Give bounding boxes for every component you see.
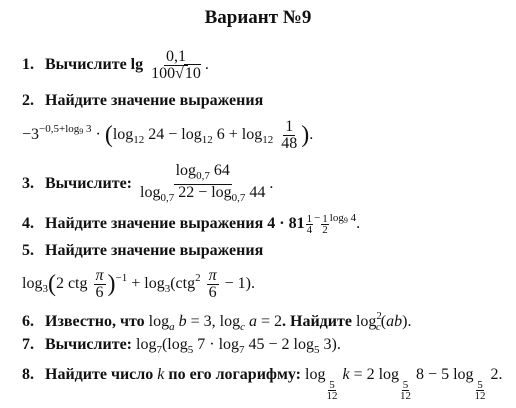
problem-2-expression: $-3^{-0,5+log_9 3} \cdot (\log_{12}$ $24 - \log_{12} 6 + \log_{12}$ $\frac{1}{48}$ ). (22, 118, 314, 152)
fraction: $\frac{\pi}{6}$ (95, 267, 104, 301)
fraction: $\frac{1}{48}$ (281, 118, 298, 152)
fraction: $\frac{\log_{0,7} 64}{\log_{0,7} 22 - \log_{0,7} 44}$ (140, 162, 266, 204)
problem-number: 4. (22, 215, 34, 232)
fraction: $\frac{\pi}{6}$ (208, 267, 217, 301)
problem-2 (22, 92, 263, 110)
problem-number: 2. (22, 92, 34, 109)
problem-text: Вычислите lg (45, 56, 144, 74)
problem-number: 7. (22, 336, 34, 353)
problem-text: Найдите значение выражения (45, 92, 264, 109)
problem-4: 4. Найдите значение выражения 4 · 81 $\frac{1}{4}$ − $\frac{1}{2}$ $^{log_9 4}$. (22, 212, 361, 236)
problem-7: 7. Вычислите: $\log_7(\log_5$ $7 \cdot \log_7 45 - 2$ $\log_5 3$). (22, 336, 341, 356)
problem-6: 6. Известно, что $\log_a b = 3$, $\log_c a = 2$. Найдите $\log^2_c(ab)$. (22, 310, 412, 333)
problem-1: 1. Вычислите lg $\frac{0,1}{100√10}$ . (22, 48, 209, 82)
fraction: $\frac{0,1}{100√10}$ (151, 48, 201, 82)
problem-text: Найдите значение выражения 4 · 81 (45, 215, 305, 232)
problem-text: Вычислите: (45, 175, 132, 193)
problem-5-expression: $\log_3(2$ ctg $\frac{\pi}{6}$ )$^{-1} + \log_3(ctg^2$ $\frac{\pi}{6}$ − 1). (22, 267, 255, 301)
problem-number: 6. (22, 313, 34, 330)
problem-3: 3. Вычислите: $\frac{\log_{0,7} 64}{\log_{0,7} 22 - \log_{0,7} 44}$ . (22, 162, 274, 204)
problem-number: 8. (22, 366, 34, 383)
problem-text: Вычислите: (45, 336, 132, 353)
problem-5 (22, 242, 263, 260)
problem-text: Известно, что (45, 313, 145, 330)
problem-text: Найдите число (45, 366, 154, 383)
problem-number: 5. (22, 242, 34, 259)
problem-text: Найдите значение выражения (45, 242, 264, 259)
problem-number: 3. (22, 175, 34, 193)
problem-number: 1. (22, 56, 34, 74)
problem-8: 8. Найдите число k по его логарифму: log $\frac{5}{12}$ k = 2 log $\frac{5}{12}$ 8 − 5 log $\frac{5}{12}$ 2. (22, 366, 503, 402)
page-title: Вариант №9 (204, 7, 312, 28)
